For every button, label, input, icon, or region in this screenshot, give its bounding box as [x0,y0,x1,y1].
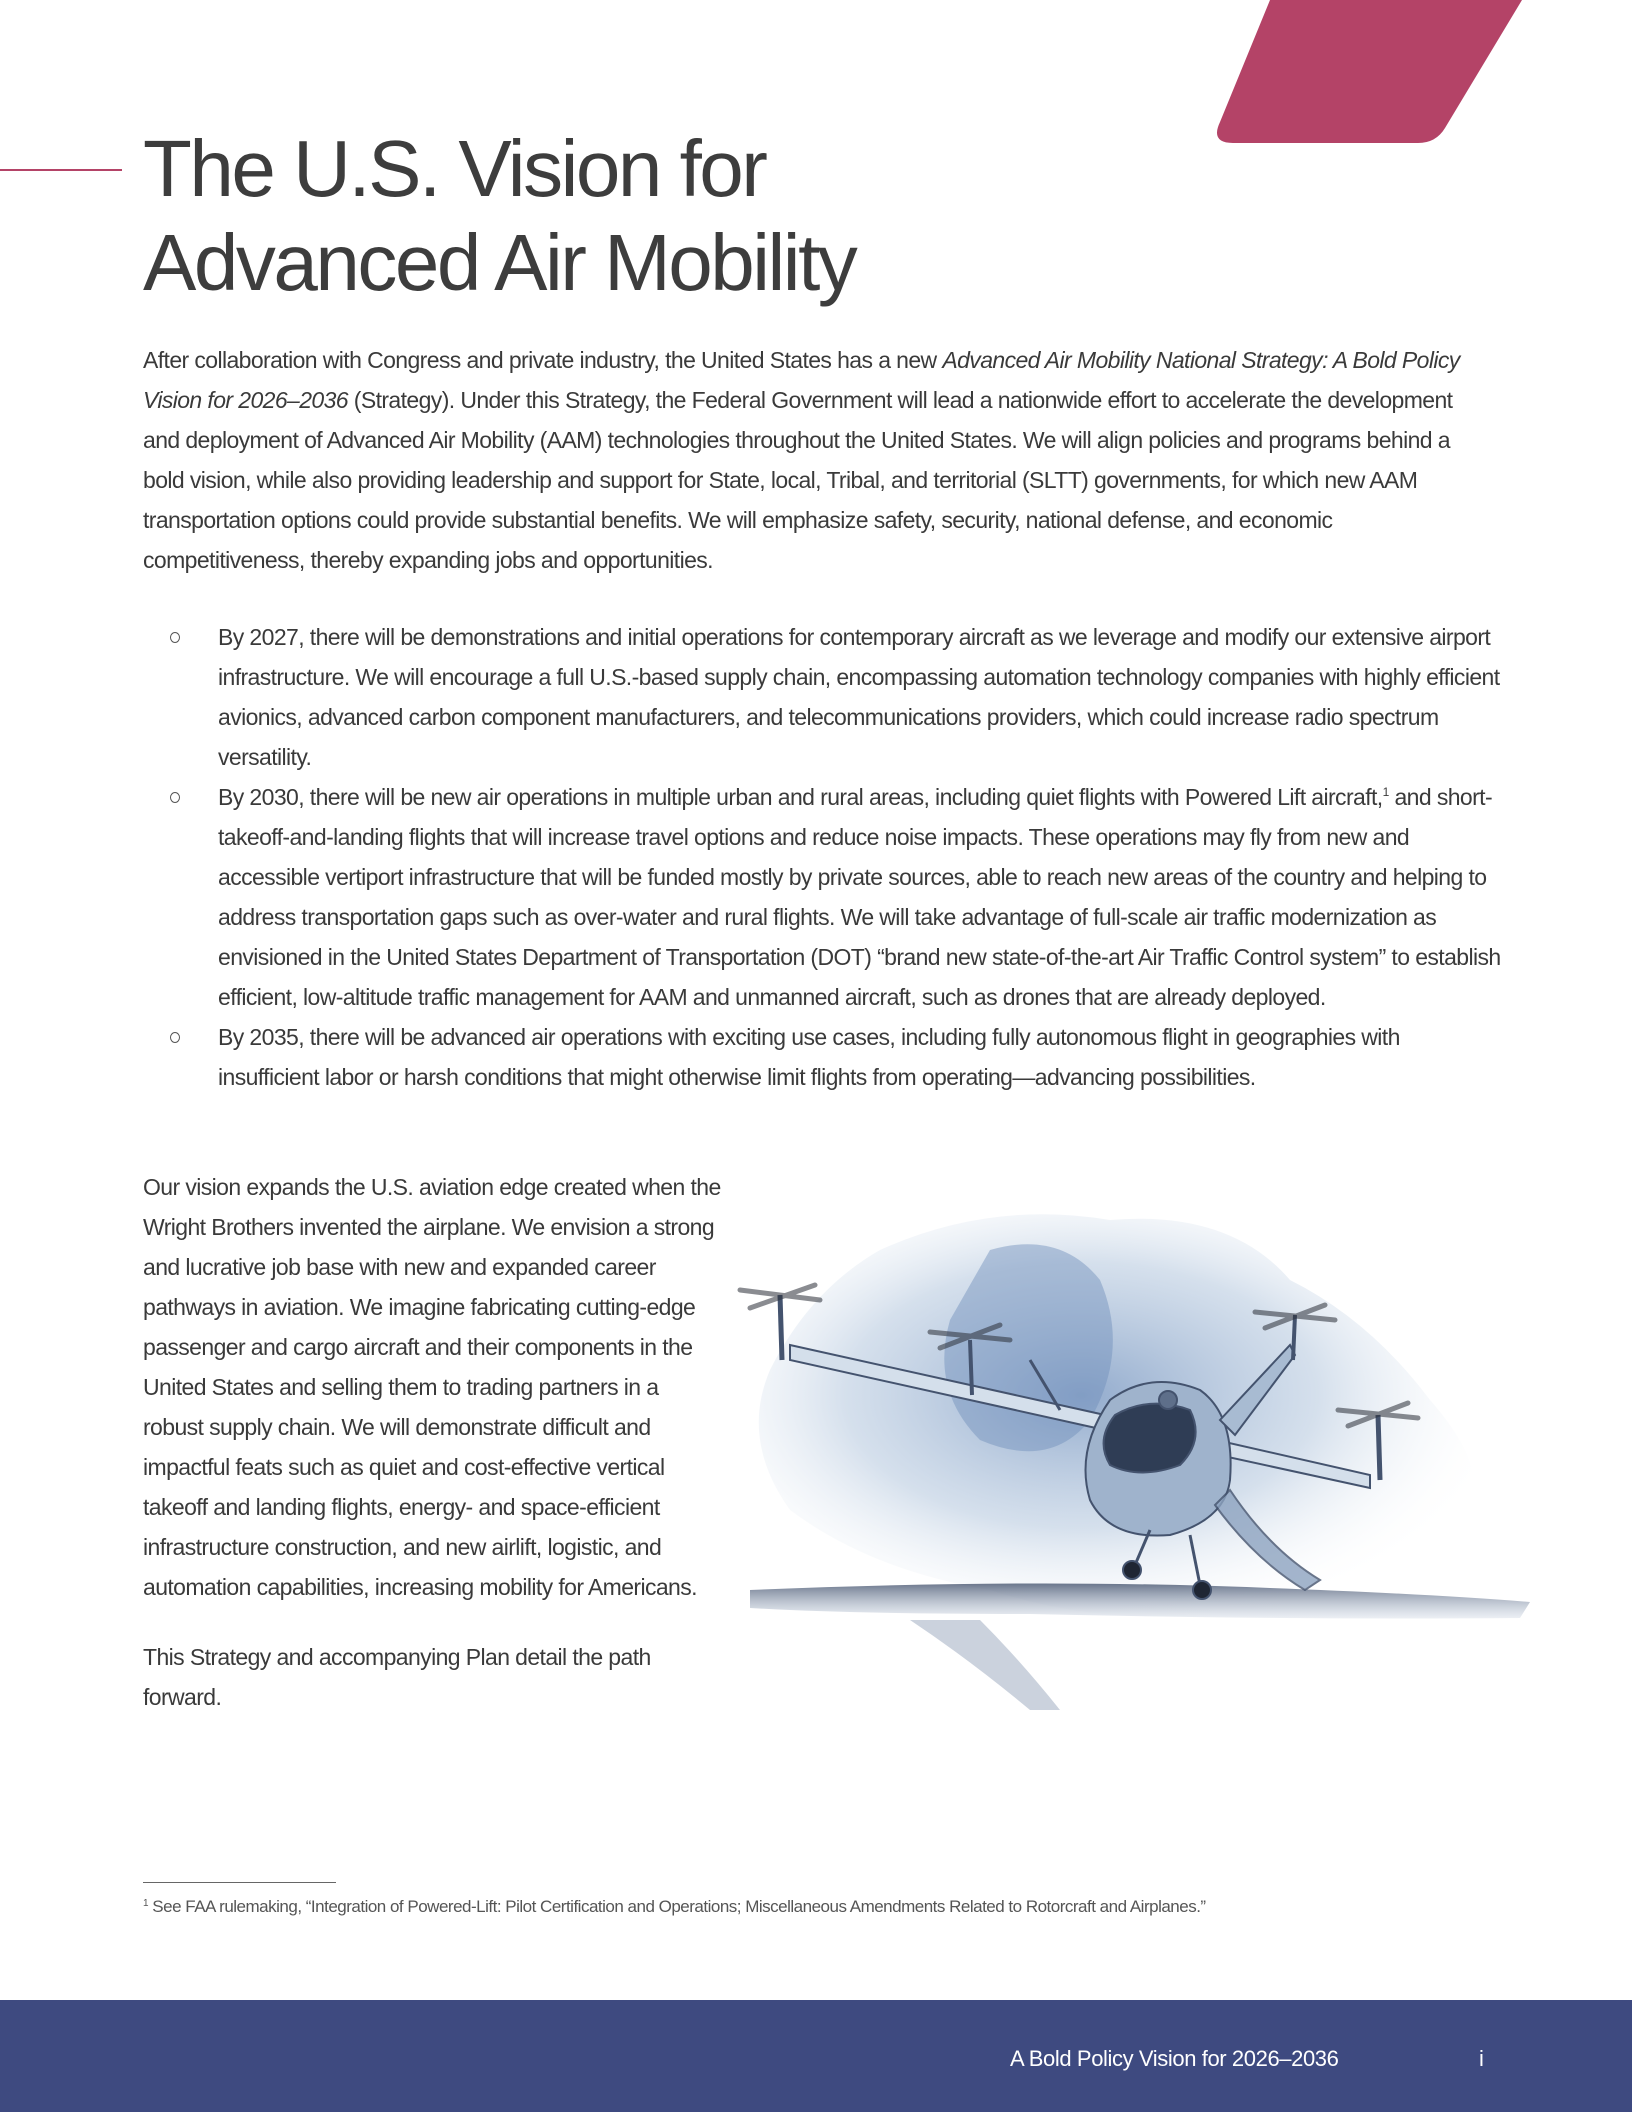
title-accent-rule [0,169,122,171]
hollow-bullet-icon [170,632,180,643]
milestone-item-2027 [143,617,1503,777]
footer-title: A Bold Policy Vision for 2026–2036 [1010,2046,1339,2071]
page-footer [0,2000,1632,2112]
footnote-text: See FAA rulemaking, “Integration of Powered-Lift: Pilot Certification and Operations; Miscellaneous Amendments Related to Rotorcraft and Airplanes.” [148,1897,1206,1916]
milestone-list [143,617,1503,1097]
footnote-number: 1 [143,1898,149,1909]
strategy-title-italic: Advanced Air Mobility National Strategy: A Bold Policy Vision for 2026–2036 [143,347,1460,413]
milestone-text: By 2030, there will be new air operations in multiple urban and rural areas, including quiet flights with Powered Lift aircraft, [218,784,1383,810]
page-title-line-1: The U.S. Vision for [143,124,766,213]
intro-paragraph [143,340,1473,580]
milestone-item-2030 [143,777,1503,1017]
page-number: i [1479,2046,1484,2071]
closing-paragraph: This Strategy and accompanying Plan detail the path forward. [143,1644,651,1710]
milestone-text: By 2027, there will be demonstrations and initial operations for contemporary aircraft as we leverage and modify our extensive airport infrastructure. We will encourage a full U.S.-based supply chain, encompassing automation technology companies with highly efficient avionics, advanced carbon component manufacturers, and telecommunications providers, which could increase radio spectrum versatility. [218,624,1500,770]
footnote-reference[interactable]: 1 [1382,785,1389,799]
ground-shadow [750,1583,1530,1710]
vision-text-column [143,1167,723,1747]
milestone-text: By 2035, there will be advanced air operations with exciting use cases, including fully autonomous flight in geographies with insufficient labor or harsh conditions that might otherwise limit flights from operating—advancing possibilities. [218,1024,1400,1090]
hollow-bullet-icon [170,1032,180,1043]
corner-accent-shape [1200,0,1540,150]
footnote [143,1897,1206,1917]
milestone-text-continued: and short-takeoff-and-landing flights that will increase travel options and reduce noise impacts. These operations may fly from new and accessible vertiport infrastructure that will be funded mostly by private sources, able to reach new areas of the country and helping to address transportation gaps such as over-water and rural flights. We will take advantage of full-scale air traffic modernization as envisioned in the United States Department of Transportation (DOT) “brand new state-of-the-art Air Traffic Control system” to establish efficient, low-altitude traffic management for AAM and unmanned aircraft, such as drones that are already deployed. [218,784,1501,1010]
footnote-divider [143,1882,336,1883]
vision-paragraph: Our vision expands the U.S. aviation edge created when the Wright Brothers invented the airplane. We envision a strong and lucrative job base with new and expanded career pathways in aviation. We imagine fabricating cutting-edge passenger and cargo aircraft and their components in the United States and selling them to trading partners in a robust supply chain. We will demonstrate difficult and impactful feats such as quiet and cost-effective vertical takeoff and landing flights, energy- and space-efficient infrastructure construction, and new airlift, logistic, and automation capabilities, increasing mobility for Americans. [143,1174,721,1600]
page-title-line-2: Advanced Air Mobility [143,218,856,307]
milestone-item-2035 [143,1017,1503,1097]
intro-text-end: (Strategy). Under this Strategy, the Federal Government will lead a nationwide effort to accelerate the development and deployment of Advanced Air Mobility (AAM) technologies throughout the United States. We will align policies and programs behind a bold vision, while also providing leadership and support for State, local, Tribal, and territorial (SLTT) governments, for which new AAM transportation options could provide substantial benefits. We will emphasize safety, security, national defense, and economic competitiveness, thereby expanding jobs and opportunities. [143,387,1453,573]
hollow-bullet-icon [170,792,180,803]
page-title [143,122,855,310]
intro-text-start: After collaboration with Congress and private industry, the United States has a new [143,347,943,373]
air-taxi-illustration [730,1190,1570,1750]
